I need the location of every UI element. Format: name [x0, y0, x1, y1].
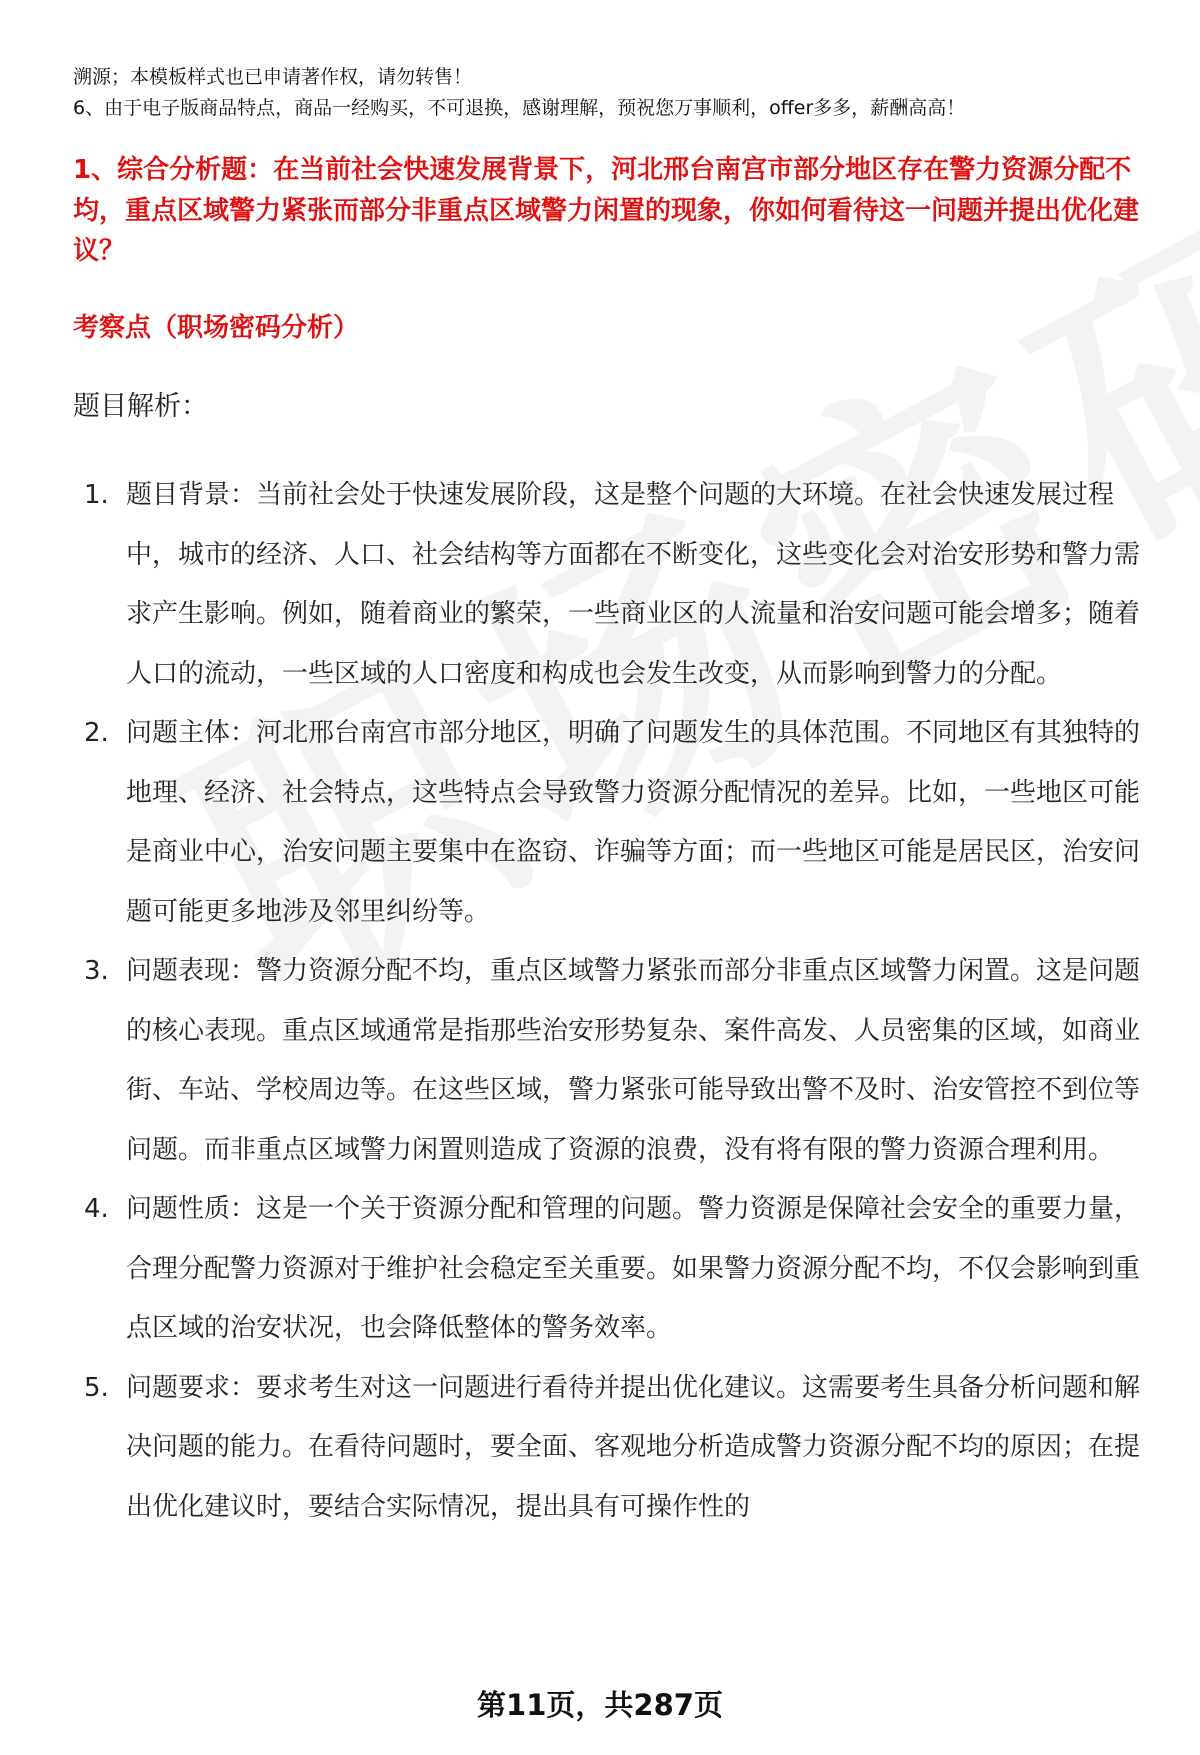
list-item [0, 1359, 1143, 1538]
analysis-label: 题目解析： [73, 391, 208, 422]
list-item [0, 1180, 1143, 1359]
analysis-list [0, 466, 1143, 1537]
exam-point-heading: 考察点（职场密码分析） [73, 313, 360, 343]
list-item [0, 942, 1143, 1180]
list-item-text: 问题要求：要求考生对这一问题进行看待并提出优化建议。这需要考生具备分析问题和解决问题的能力。在看待问题时，要全面、客观地分析造成警力资源分配不均的原因；在提出优化建议时，要结合实际情况，提出具有可操作性的 [126, 1372, 1141, 1522]
list-item-text: 题目背景：当前社会处于快速发展阶段，这是整个问题的大环境。在社会快速发展过程中，城市的经济、人口、社会结构等方面都在不断变化，这些变化会对治安形势和警力需求产生影响。例如，随着商业的繁荣，一些商业区的人流量和治安问题可能会增多；随着人口的流动，一些区域的人口密度和构成也会发生改变，从而影响到警力的分配。 [126, 480, 1141, 689]
list-item-text: 问题性质：这是一个关于资源分配和管理的问题。警力资源是保障社会安全的重要力量，合理分配警力资源对于维护社会稳定至关重要。如果警力资源分配不均，不仅会影响到重点区域的治安状况，也会降低整体的警务效率。 [126, 1194, 1141, 1343]
list-item-number: 5. [84, 1372, 109, 1403]
notice-line-1: 溯源；本模板样式也已申请著作权，请勿转售！ [73, 66, 473, 88]
list-item-number: 4. [84, 1194, 109, 1224]
list-item-number: 3. [84, 956, 109, 986]
page-number-footer: 第11页，共287页 [477, 1688, 723, 1722]
list-item [0, 704, 1143, 942]
list-item [0, 466, 1143, 704]
list-item-text: 问题主体：河北邢台南宫市部分地区，明确了问题发生的具体范围。不同地区有其独特的地理、经济、社会特点，这些特点会导致警力资源分配情况的差异。比如，一些地区可能是商业中心，治安问题主要集中在盗窃、诈骗等方面；而一些地区可能是居民区，治安问题可能更多地涉及邻里纠纷等。 [126, 718, 1141, 927]
list-item-text: 问题表现：警力资源分配不均，重点区域警力紧张而部分非重点区域警力闲置。这是问题的核心表现。重点区域通常是指那些治安形势复杂、案件高发、人员密集的区域，如商业街、车站、学校周边等。在这些区域，警力紧张可能导致出警不及时、治安管控不到位等问题。而非重点区域警力闲置则造成了资源的浪费，没有将有限的警力资源合理利用。 [126, 956, 1141, 1165]
list-item-number: 1. [84, 480, 109, 510]
notice-line-2: 6、由于电子版商品特点，商品一经购买，不可退换，感谢理解，预祝您万事顺利，offer多多，薪酬高高！ [73, 97, 966, 119]
question-heading: 1、综合分析题：在当前社会快速发展背景下，河北邢台南宫市部分地区存在警力资源分配不均，重点区域警力紧张而部分非重点区域警力闲置的现象，你如何看待这一问题并提出优化建议？ [73, 155, 1140, 266]
list-item-number: 2. [84, 718, 109, 748]
